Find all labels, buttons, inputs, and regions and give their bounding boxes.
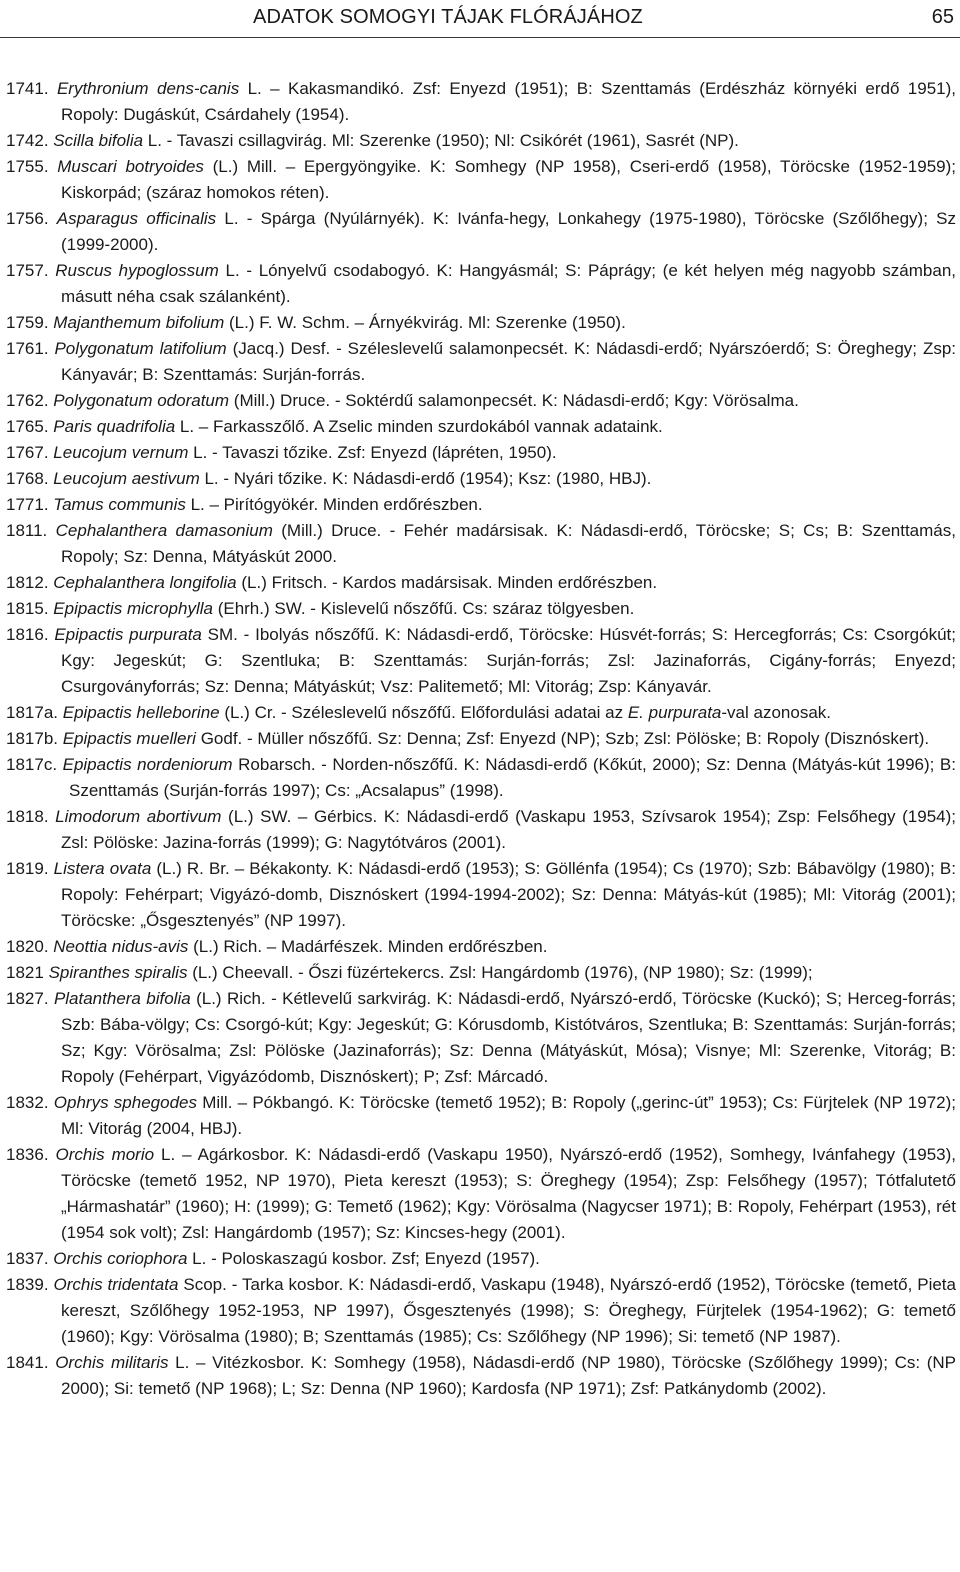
species-name: Orchis militaris: [55, 1353, 169, 1372]
entry-text: (L.) Cr. - Széleslevelű nőszőfű. Előfordulási adatai az: [219, 703, 628, 722]
species-name: Muscari botryoides: [57, 157, 204, 176]
species-entry: [6, 518, 956, 570]
entry-number: 1815.: [6, 599, 49, 618]
entry-text: L. – Pirítógyökér. Minden erdőrészben.: [185, 495, 483, 514]
species-name: Majanthemum bifolium: [53, 313, 225, 332]
species-name: Spiranthes spiralis: [48, 963, 188, 982]
species-name: Cephalanthera damasonium: [55, 521, 273, 540]
entry-text: Robarsch. - Norden-nőszőfű. K: Nádasdi-erdő (Kőkút, 2000); Sz: Denna (Mátyás-kút 1996); B: Szenttamás (Surján-forrás 1997); Cs: „Acsalapus” (1998).: [69, 755, 956, 800]
species-entry: [6, 206, 956, 258]
species-entry: [6, 310, 956, 336]
entry-text: (L.) F. W. Schm. – Árnyékvirág. Ml: Szerenke (1950).: [224, 313, 626, 332]
species-entry: [6, 1246, 956, 1272]
species-entry: [6, 1090, 956, 1142]
species-name: Orchis morio: [55, 1145, 155, 1164]
species-name: Epipactis muelleri: [62, 729, 196, 748]
species-entry: [6, 700, 956, 726]
species-name: Orchis coriophora: [53, 1249, 188, 1268]
species-entry: [6, 128, 956, 154]
species-entry: [6, 1142, 956, 1246]
species-list: [6, 76, 956, 1402]
species-name: Leucojum vernum: [53, 443, 189, 462]
species-name: Epipactis microphylla: [53, 599, 213, 618]
species-entry: [6, 596, 956, 622]
entry-text: (L.) Rich. - Kétlevelű sarkvirág. K: Nádasdi-erdő, Nyárszó-erdő, Töröcske (Kuckó); S; Herceg-forrás; Szb: Bába-völgy; Cs: Csorgó-kút; Kgy: Jegeskút; G: Kórusdomb, Kistótváros, Szentluka; B: Szenttamás: Surján-forrás; Sz; Kgy: Vörösalma; Zsl: Pölöske (Jazinaforrás); Sz: Denna (Mátyáskút, Mósa); Visnye; Ml: Szerenke, Vitorág; B: Ropoly (Fehérpart, Vigyázódomb, Disznóskert); P; Zsf: Márcadó.: [61, 989, 957, 1086]
entry-number: 1756.: [6, 209, 49, 228]
species-entry: [6, 570, 956, 596]
page-header: [0, 0, 960, 38]
species-entry: [6, 154, 956, 206]
entry-text: L. - Tavaszi tőzike. Zsf: Enyezd (lápréten, 1950).: [188, 443, 557, 462]
entry-text: L. – Kakasmandikó. Zsf: Enyezd (1951); B: Szenttamás (Erdészház környéki erdő 1951), Ropoly: Dugáskút, Csárdahely (1954).: [61, 79, 956, 124]
entry-number: 1768.: [6, 469, 49, 488]
species-entry: [6, 440, 956, 466]
species-entry: [6, 258, 956, 310]
entry-number: 1811.: [6, 521, 48, 540]
entry-number: 1757.: [6, 261, 49, 280]
species-name: Tamus communis: [53, 495, 186, 514]
species-name: Erythronium dens-canis: [56, 79, 240, 98]
species-entry: [6, 752, 956, 804]
entry-number: 1765.: [6, 417, 49, 436]
species-entry: [6, 622, 956, 700]
entry-number: 1837.: [6, 1249, 49, 1268]
entry-text: L. - Spárga (Nyúlárnyék). K: Ivánfa-hegy, Lonkahegy (1975-1980), Töröcske (Szőlőhegy); Sz (1999-2000).: [61, 209, 956, 254]
species-name: Epipactis purpurata: [54, 625, 202, 644]
entry-number: 1817c.: [6, 755, 58, 774]
entry-text: Mill. – Pókbangó. K: Töröcske (temető 1952); B: Ropoly („gerinc-út” 1953); Cs: Fürjtelek (NP 1972); Ml: Vitorág (2004, HBJ).: [61, 1093, 956, 1138]
species-name: Asparagus officinalis: [56, 209, 217, 228]
entry-text: L. - Lónyelvű csodabogyó. K: Hangyásmál; S: Páprágy; (e két helyen még nagyobb számban, másutt néha csak szálanként).: [61, 261, 957, 306]
species-name: Polygonatum odoratum: [53, 391, 230, 410]
species-entry: [6, 960, 956, 986]
species-name: Limodorum abortivum: [55, 807, 222, 826]
species-name: Epipactis helleborine: [62, 703, 220, 722]
entry-text: (L.) Cheevall. - Őszi füzértekercs. Zsl: Hangárdomb (1976), (NP 1980); Sz: (1999);: [187, 963, 813, 982]
species-entry: [6, 1350, 956, 1402]
species-entry: [6, 726, 956, 752]
entry-number: 1816.: [6, 625, 49, 644]
species-entry: [6, 336, 956, 388]
entry-text: Scop. - Tarka kosbor. K: Nádasdi-erdő, Vaskapu (1948), Nyárszó-erdő (1952), Töröcske (temető, Pieta kereszt, Szőlőhegy 1952-1953, NP 1997), Ősgesztenyés (1998); S: Öreghegy, Fürjtelek (1954-1962); G: temető (1960); Kgy: Vörösalma (1980); B; Szenttamás (1985); Cs: Szőlőhegy (NP 1996); Si: temető (NP 1987).: [61, 1275, 956, 1346]
entry-number: 1742.: [6, 131, 49, 150]
species-entry: [6, 856, 956, 934]
entry-text: (L.) R. Br. – Békakonty. K: Nádasdi-erdő (1953); S: Göllénfa (1954); Cs (1970); Szb: Bábavölgy (1980); B: Ropoly: Fehérpart; Vigyázó-domb, Disznóskert (1994-1994-2002); Sz: Denna: Mátyás-kút (1985); Ml: Vitorág (2001); Töröcske: „Ősgesztenyés” (NP 1997).: [61, 859, 956, 930]
entry-text: L. – Farkasszőlő. A Zselic minden szurdokából vannak adataink.: [175, 417, 663, 436]
species-name: Neottia nidus-avis: [53, 937, 189, 956]
species-entry: [6, 466, 956, 492]
entry-text: (L.) Mill. – Epergyöngyike. K: Somhegy (NP 1958), Cseri-erdő (1958), Töröcske (1952-1959); Kiskorpád; (száraz homokos réten).: [61, 157, 956, 202]
entry-text: Godf. - Müller nőszőfű. Sz: Denna; Zsf: Enyezd (NP); Szb; Zsl: Pölöske; B: Ropoly (Disznóskert).: [195, 729, 930, 748]
entry-number: 1819.: [6, 859, 49, 878]
species-name: Ophrys sphegodes: [53, 1093, 197, 1112]
species-name: Paris quadrifolia: [53, 417, 176, 436]
entry-text: L. - Poloskaszagú kosbor. Zsf; Enyezd (1957).: [187, 1249, 540, 1268]
entry-number: 1762.: [6, 391, 49, 410]
entry-text: (L.) Rich. – Madárfészek. Minden erdőrészben.: [188, 937, 548, 956]
species-entry: [6, 934, 956, 960]
entry-number: 1755.: [6, 157, 49, 176]
running-title: ADATOK SOMOGYI TÁJAK FLÓRÁJÁHOZ: [253, 6, 643, 28]
entry-number: 1817b.: [6, 729, 58, 748]
entry-text: SM. - Ibolyás nőszőfű. K: Nádasdi-erdő, Töröcske: Húsvét-forrás; S: Hercegforrás; Cs: Csorgókút; Kgy: Jegeskút; G: Szentluka; B: Szenttamás: Surján-forrás; Zsl: Jazinaforrás, Cigány-forrás; Enyezd; Csurgoványforrás; Sz: Denna; Mátyáskút; Vsz: Palitemető; Ml: Vitorág; Zsp: Kányavár.: [61, 625, 956, 696]
entry-number: 1821: [6, 963, 44, 982]
species-name: Polygonatum latifolium: [54, 339, 227, 358]
species-name: Platanthera bifolia: [53, 989, 191, 1008]
header-divider: [0, 37, 960, 38]
species-name: Ruscus hypoglossum: [55, 261, 219, 280]
species-entry: [6, 492, 956, 518]
entry-number: 1771.: [6, 495, 49, 514]
entry-text: (Mill.) Druce. - Soktérdű salamonpecsét. K: Nádasdi-erdő; Kgy: Vörösalma.: [229, 391, 799, 410]
entry-number: 1767.: [6, 443, 49, 462]
species-entry: [6, 76, 956, 128]
entry-number: 1818.: [6, 807, 49, 826]
species-entry: [6, 388, 956, 414]
species-name: Cephalanthera longifolia: [53, 573, 237, 592]
entry-text: L. - Tavaszi csillagvirág. Ml: Szerenke (1950); Nl: Csikórét (1961), Sasrét (NP).: [143, 131, 739, 150]
entry-text: (Ehrh.) SW. - Kislevelű nőszőfű. Cs: száraz tölgyesben.: [212, 599, 635, 618]
species-entry: [6, 986, 956, 1090]
species-name: Scilla bifolia: [53, 131, 144, 150]
species-entry: [6, 804, 956, 856]
entry-text: (L.) Fritsch. - Kardos madársisak. Minden erdőrészben.: [236, 573, 658, 592]
entry-number: 1817a.: [6, 703, 58, 722]
entry-number: 1839.: [6, 1275, 49, 1294]
entry-number: 1841.: [6, 1353, 49, 1372]
entry-number: 1820.: [6, 937, 49, 956]
entry-text: L. – Vitézkosbor. K: Somhegy (1958), Nádasdi-erdő (NP 1980), Töröcske (Szőlőhegy 1999); Cs: (NP 2000); Si: temető (NP 1968); L; Sz: Denna (NP 1960); Kardosfa (NP 1971); Zsf: Patkánydomb (2002).: [61, 1353, 956, 1398]
entry-text: L. - Nyári tőzike. K: Nádasdi-erdő (1954); Ksz: (1980, HBJ).: [199, 469, 652, 488]
entry-number: 1812.: [6, 573, 49, 592]
species-name: Leucojum aestivum: [53, 469, 200, 488]
species-entry: [6, 414, 956, 440]
entry-number: 1761.: [6, 339, 49, 358]
page-number: 65: [931, 6, 954, 28]
species-name: Orchis tridentata: [53, 1275, 179, 1294]
entry-number: 1836.: [6, 1145, 49, 1164]
entry-number: 1741.: [6, 79, 49, 98]
entry-text: (Mill.) Druce. - Fehér madársisak. K: Nádasdi-erdő, Töröcske; S; Cs; B: Szenttamás, Ropoly; Sz: Denna, Mátyáskút 2000.: [61, 521, 956, 566]
entry-text: (L.) SW. – Gérbics. K: Nádasdi-erdő (Vaskapu 1953, Szívsarok 1954); Zsp: Felsőhegy (1954); Zsl: Pölöske: Jazina-forrás (1999); G: Nagytótváros (2001).: [61, 807, 957, 852]
species-name: Epipactis nordeniorum: [62, 755, 233, 774]
species-entry: [6, 1272, 956, 1350]
entry-number: 1827.: [6, 989, 49, 1008]
entry-text: L. – Agárkosbor. K: Nádasdi-erdő (Vaskapu 1950), Nyárszó-erdő (1952), Somhegy, Ivánfahegy (1953), Töröcske (temető 1952, NP 1970), Pieta kereszt (1953); S: Öreghegy (1954); Zsp: Felsőhegy (1957); Tótfalutető „Hármashatár” (1960); H: (1999); G: Temető (1962); Kgy: Vörösalma (Nagycser 1971); B: Ropoly, Fehérpart (1953), rét (1954 sok volt); Zsl: Hangárdomb (1957); Sz: Kincses-hegy (2001).: [61, 1145, 956, 1242]
entry-number: 1759.: [6, 313, 49, 332]
entry-text-continued: -val azonosak.: [721, 703, 832, 722]
species-name: Listera ovata: [53, 859, 152, 878]
entry-text: (Jacq.) Desf. - Széleslevelű salamonpecsét. K: Nádasdi-erdő; Nyárszóerdő; S: Öreghegy; Zsp: Kányavár; B: Szenttamás: Surján-forrás.: [61, 339, 957, 384]
species-reference: E. purpurata: [627, 703, 722, 722]
entry-number: 1832.: [6, 1093, 49, 1112]
